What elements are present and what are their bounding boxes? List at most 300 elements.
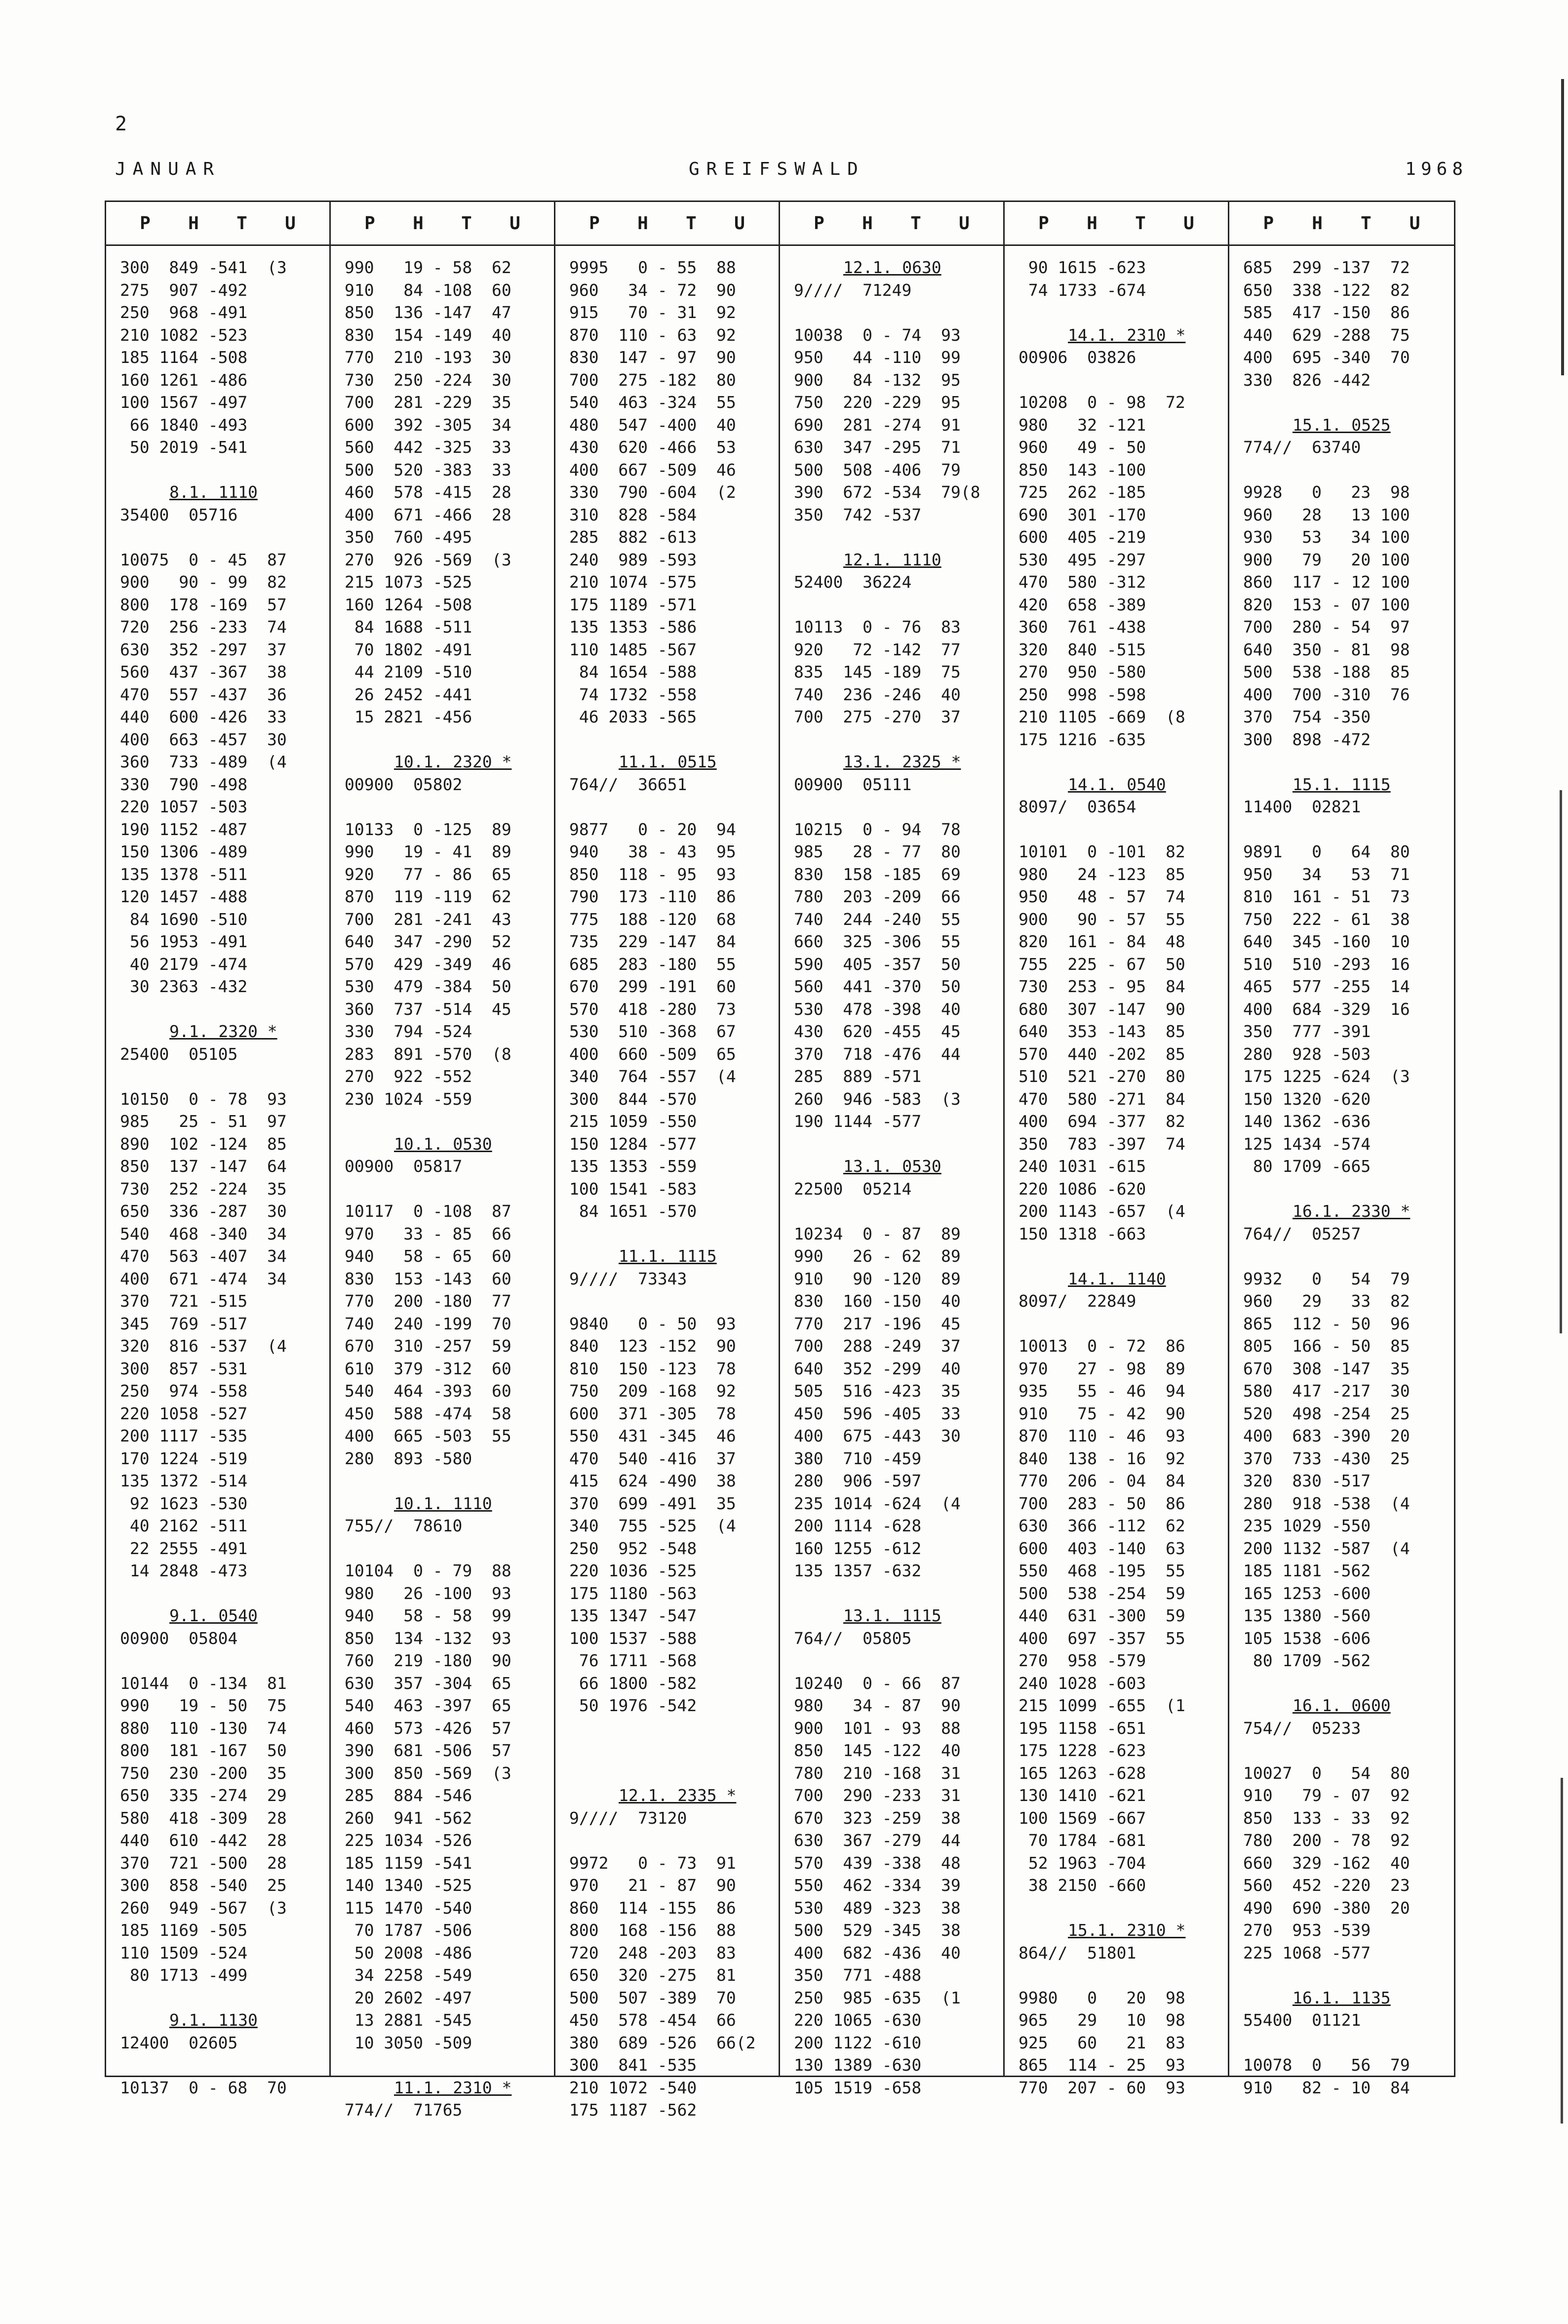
data-row: 780 200 - 78 92 (1243, 1831, 1410, 1850)
column-header-label: H (413, 213, 424, 234)
data-row: 25400 05105 (120, 1044, 238, 1064)
data-row: 250 952 -548 (569, 1538, 697, 1558)
column-header (1005, 202, 1228, 244)
data-row: 450 596 -405 33 (794, 1403, 961, 1423)
data-row: 9//// 71249 (794, 280, 912, 300)
data-row: 100 1537 -588 (569, 1628, 697, 1648)
data-row: 420 658 -389 (1019, 595, 1146, 614)
data-row: 135 1357 -632 (794, 1561, 922, 1580)
data-row: 540 463 -397 65 (345, 1696, 511, 1715)
data-row: 990 19 - 50 75 (120, 1696, 287, 1715)
spacer (1019, 301, 1228, 324)
data-row: 285 889 -571 (794, 1067, 922, 1086)
data-row: 160 1255 -612 (794, 1538, 922, 1558)
data-row: 740 244 -240 55 (794, 909, 961, 929)
data-row: 80 1709 -665 (1243, 1157, 1371, 1176)
data-row: 250 968 -491 (120, 303, 248, 322)
data-row: 470 580 -312 (1019, 572, 1146, 592)
data-row: 55400 01121 (1243, 2010, 1361, 2030)
data-row: 285 882 -613 (569, 527, 697, 547)
data-row: 140 1362 -636 (1243, 1112, 1371, 1131)
column-body (780, 244, 1003, 2099)
data-row: 910 90 -120 89 (794, 1269, 961, 1288)
data-row: 330 790 -604 (2 (569, 482, 736, 502)
spacer (120, 459, 329, 481)
data-row: 510 521 -270 80 (1019, 1067, 1185, 1086)
year-header: 1968 (1405, 159, 1468, 179)
data-row: 80 1713 -499 (120, 1965, 248, 1985)
data-row: 200 1143 -657 (4 (1019, 1202, 1185, 1221)
data-row: 370 721 -500 28 (120, 1853, 287, 1873)
data-row: 350 760 -495 (345, 527, 472, 547)
column-body (106, 244, 329, 2099)
data-row: 680 307 -147 90 (1019, 999, 1185, 1019)
data-row: 110 1509 -524 (120, 1943, 248, 1963)
data-row: 135 1380 -560 (1243, 1606, 1371, 1625)
data-row: 270 922 -552 (345, 1067, 472, 1086)
data-row: 480 547 -400 40 (569, 415, 736, 435)
data-row: 950 48 - 57 74 (1019, 887, 1185, 906)
spacer (345, 1178, 554, 1201)
data-row: 505 516 -423 35 (794, 1381, 961, 1401)
data-row: 370 754 -350 (1243, 707, 1371, 726)
data-row: 250 985 -635 (1 (794, 1988, 961, 2007)
data-row: 300 857 -531 (120, 1359, 248, 1378)
spacer (1019, 1897, 1228, 1920)
section-heading: 14.1. 0540 (1068, 774, 1166, 794)
data-row: 210 1082 -523 (120, 325, 248, 345)
data-row: 220 1036 -525 (569, 1561, 697, 1580)
column-header (555, 202, 779, 244)
spacer (1243, 1672, 1454, 1695)
data-row: 220 1065 -630 (794, 2010, 922, 2030)
data-row: 830 153 -143 60 (345, 1269, 511, 1288)
data-row: 440 631 -300 59 (1019, 1606, 1185, 1625)
section-heading: 11.1. 0515 (619, 752, 717, 771)
data-row: 985 25 - 51 97 (120, 1112, 287, 1131)
data-row: 220 1058 -527 (120, 1403, 248, 1423)
data-row: 210 1072 -540 (569, 2078, 697, 2097)
data-row: 920 77 - 86 65 (345, 864, 511, 884)
data-row: 630 357 -304 65 (345, 1673, 511, 1693)
table-column (106, 202, 331, 2097)
data-row: 580 417 -217 30 (1243, 1381, 1410, 1401)
data-row: 585 417 -150 86 (1243, 303, 1410, 322)
data-row: 250 974 -558 (120, 1381, 248, 1401)
data-row: 370 699 -491 35 (569, 1493, 736, 1513)
data-row: 150 1306 -489 (120, 842, 248, 861)
data-row: 450 588 -474 58 (345, 1403, 511, 1423)
data-row: 10117 0 -108 87 (345, 1202, 511, 1221)
data-row: 160 1261 -486 (120, 370, 248, 390)
data-row: 460 573 -426 57 (345, 1718, 511, 1738)
data-row: 185 1164 -508 (120, 348, 248, 367)
data-row: 215 1059 -550 (569, 1112, 697, 1131)
data-row: 490 690 -380 20 (1243, 1898, 1410, 1918)
data-row: 50 2019 -541 (120, 438, 248, 457)
data-row: 200 1132 -587 (4 (1243, 1538, 1410, 1558)
data-row: 970 21 - 87 90 (569, 1876, 736, 1895)
data-row: 100 1569 -667 (1019, 1808, 1146, 1828)
station-header: GREIFSWALD (689, 159, 865, 179)
data-row: 90 1615 -623 (1019, 258, 1146, 277)
spacer (569, 1739, 779, 1762)
data-row: 900 90 - 57 55 (1019, 909, 1185, 929)
data-row: 570 429 -349 46 (345, 954, 511, 974)
data-row: 685 283 -180 55 (569, 954, 736, 974)
data-row: 92 1623 -530 (120, 1493, 248, 1513)
data-row: 240 989 -593 (569, 550, 697, 569)
spacer (794, 796, 1003, 818)
data-row: 340 764 -557 (4 (569, 1067, 736, 1086)
data-row: 430 620 -455 45 (794, 1022, 961, 1041)
data-row: 370 718 -476 44 (794, 1044, 961, 1064)
data-row: 774// 63740 (1243, 438, 1361, 457)
spacer (569, 1290, 779, 1313)
data-row: 550 431 -345 46 (569, 1426, 736, 1445)
data-row: 670 299 -191 60 (569, 977, 736, 996)
data-row: 900 79 20 100 (1243, 550, 1410, 569)
data-row: 44 2109 -510 (345, 662, 472, 681)
data-row: 400 695 -340 70 (1243, 348, 1410, 367)
spacer (1243, 1964, 1454, 1987)
data-row: 810 161 - 51 73 (1243, 887, 1410, 906)
data-row: 920 72 -142 77 (794, 640, 961, 659)
data-row: 10144 0 -134 81 (120, 1673, 287, 1693)
data-row: 860 114 -155 86 (569, 1898, 736, 1918)
data-row: 260 941 -562 (345, 1808, 472, 1828)
data-row: 910 82 - 10 84 (1243, 2078, 1410, 2097)
column-header-label: U (734, 213, 745, 234)
data-row: 560 442 -325 33 (345, 438, 511, 457)
column-header-label: T (910, 213, 921, 234)
data-row: 225 1068 -577 (1243, 1943, 1371, 1963)
data-row: 115 1470 -540 (345, 1898, 472, 1918)
data-row: 10 3050 -509 (345, 2033, 472, 2052)
data-row: 135 1372 -514 (120, 1471, 248, 1490)
data-row: 764// 36651 (569, 774, 687, 794)
data-row: 00900 05111 (794, 774, 912, 794)
spacer (120, 1582, 329, 1605)
data-row: 390 681 -506 57 (345, 1741, 511, 1760)
data-row: 10101 0 -101 82 (1019, 842, 1185, 861)
data-row: 774// 71765 (345, 2100, 463, 2120)
data-row: 185 1159 -541 (345, 1853, 472, 1873)
data-row: 340 755 -525 (4 (569, 1516, 736, 1535)
data-row: 125 1434 -574 (1243, 1134, 1371, 1154)
data-row: 300 841 -535 (569, 2055, 697, 2075)
data-row: 630 367 -279 44 (794, 1831, 961, 1850)
data-row: 175 1189 -571 (569, 595, 697, 614)
data-row: 740 236 -246 40 (794, 684, 961, 704)
data-row: 730 253 - 95 84 (1019, 977, 1185, 996)
spacer (1019, 1245, 1228, 1268)
spacer (1243, 2032, 1454, 2054)
data-row: 400 684 -329 16 (1243, 999, 1410, 1019)
data-row: 400 682 -436 40 (794, 1943, 961, 1963)
section-heading: 9.1. 1130 (169, 2010, 258, 2030)
data-row: 850 143 -100 (1019, 460, 1146, 480)
data-row: 754// 05233 (1243, 1718, 1361, 1738)
data-row: 550 462 -334 39 (794, 1876, 961, 1895)
data-row: 110 1485 -567 (569, 640, 697, 659)
data-row: 9840 0 - 50 93 (569, 1314, 736, 1333)
data-row: 220 1086 -620 (1019, 1179, 1146, 1199)
section-heading: 16.1. 0600 (1293, 1696, 1391, 1715)
data-row: 775 188 -120 68 (569, 909, 736, 929)
data-row: 870 110 - 46 93 (1019, 1426, 1185, 1445)
table-column (1005, 202, 1229, 2097)
data-row: 850 137 -147 64 (120, 1157, 287, 1176)
data-row: 570 440 -202 85 (1019, 1044, 1185, 1064)
data-row: 860 117 - 12 100 (1243, 572, 1410, 592)
data-row: 9932 0 54 79 (1243, 1269, 1410, 1288)
data-row: 175 1225 -624 (3 (1243, 1067, 1410, 1086)
data-row: 130 1410 -621 (1019, 1786, 1146, 1805)
data-row: 70 1787 -506 (345, 1921, 472, 1940)
data-row: 690 301 -170 (1019, 505, 1146, 524)
data-row: 330 790 -498 (120, 774, 248, 794)
data-row: 210 1074 -575 (569, 572, 697, 592)
data-row: 00900 05817 (345, 1157, 463, 1176)
data-row: 105 1519 -658 (794, 2078, 922, 2097)
data-row: 320 830 -517 (1243, 1471, 1371, 1490)
data-row: 650 338 -122 82 (1243, 280, 1410, 300)
data-row: 310 828 -584 (569, 505, 697, 524)
data-row: 260 949 -567 (3 (120, 1898, 287, 1918)
data-row: 84 1688 -511 (345, 617, 472, 637)
data-row: 00906 03826 (1019, 348, 1137, 367)
data-row: 200 1122 -610 (794, 2033, 922, 2052)
column-header (331, 202, 554, 244)
data-row: 910 75 - 42 90 (1019, 1403, 1185, 1423)
data-row: 465 577 -255 14 (1243, 977, 1410, 996)
data-row: 990 19 - 58 62 (345, 258, 511, 277)
data-row: 283 891 -570 (8 (345, 1044, 511, 1064)
spacer (569, 1717, 779, 1740)
data-row: 10013 0 - 72 86 (1019, 1336, 1185, 1356)
spacer (569, 1223, 779, 1245)
data-row: 960 49 - 50 (1019, 438, 1146, 457)
column-header-label: T (236, 213, 247, 234)
data-row: 740 240 -199 70 (345, 1314, 511, 1333)
data-row: 9891 0 64 80 (1243, 842, 1410, 861)
data-row: 50 1976 -542 (569, 1696, 697, 1715)
spacer (1243, 818, 1454, 841)
data-row: 670 323 -259 38 (794, 1808, 961, 1828)
data-row: 10104 0 - 79 88 (345, 1561, 511, 1580)
data-row: 350 742 -537 (794, 505, 922, 524)
data-row: 730 252 -224 35 (120, 1179, 287, 1199)
data-row: 10208 0 - 98 72 (1019, 393, 1185, 412)
scan-margin-mark (1561, 1778, 1563, 2124)
data-row: 320 840 -515 (1019, 640, 1146, 659)
data-row: 850 136 -147 47 (345, 303, 511, 322)
data-row: 70 1784 -681 (1019, 1831, 1146, 1850)
data-row: 280 928 -503 (1243, 1044, 1371, 1064)
data-row: 800 168 -156 88 (569, 1921, 736, 1940)
data-row: 280 918 -538 (4 (1243, 1493, 1410, 1513)
data-row: 915 70 - 31 92 (569, 303, 736, 322)
spacer (794, 728, 1003, 751)
data-row: 500 507 -389 70 (569, 1988, 736, 2007)
data-row: 380 710 -459 (794, 1448, 922, 1468)
data-row: 670 308 -147 35 (1243, 1359, 1410, 1378)
data-row: 270 958 -579 (1019, 1651, 1146, 1670)
data-row: 970 33 - 85 66 (345, 1224, 511, 1243)
data-row: 764// 05805 (794, 1628, 912, 1648)
section-heading: 15.1. 0525 (1293, 415, 1391, 435)
data-row: 520 498 -254 25 (1243, 1403, 1410, 1423)
data-row: 630 366 -112 62 (1019, 1516, 1185, 1535)
data-row: 970 27 - 98 89 (1019, 1359, 1185, 1378)
data-row: 910 79 - 07 92 (1243, 1786, 1410, 1805)
data-row: 10038 0 - 74 93 (794, 325, 961, 345)
data-row: 400 675 -443 30 (794, 1426, 961, 1445)
column-body (555, 244, 779, 2122)
column-body (1229, 244, 1454, 2099)
data-row: 10078 0 56 79 (1243, 2055, 1410, 2075)
data-row: 150 1318 -663 (1019, 1224, 1146, 1243)
data-row: 50 2008 -486 (345, 1943, 472, 1963)
data-row: 400 671 -466 28 (345, 505, 511, 524)
data-row: 450 578 -454 66 (569, 2010, 736, 2030)
spacer (120, 526, 329, 549)
data-row: 865 114 - 25 93 (1019, 2055, 1185, 2075)
spacer (794, 1582, 1003, 1605)
data-row: 965 29 10 98 (1019, 2010, 1185, 2030)
data-row: 215 1073 -525 (345, 572, 472, 592)
spacer (1019, 369, 1228, 392)
column-header-label: P (589, 213, 600, 234)
data-row: 880 110 -130 74 (120, 1718, 287, 1738)
data-row: 00900 05804 (120, 1628, 238, 1648)
data-row: 770 210 -193 30 (345, 348, 511, 367)
data-row: 870 119 -119 62 (345, 887, 511, 906)
data-row: 500 520 -383 33 (345, 460, 511, 480)
data-row: 135 1347 -547 (569, 1606, 697, 1625)
data-row: 270 950 -580 (1019, 662, 1146, 681)
spacer (345, 796, 554, 818)
section-heading: 10.1. 0530 (394, 1134, 492, 1154)
scan-margin-mark (1561, 79, 1564, 375)
data-row: 900 90 - 99 82 (120, 572, 287, 592)
data-row: 185 1169 -505 (120, 1921, 248, 1940)
spacer (1243, 1739, 1454, 1762)
data-row: 00900 05802 (345, 774, 463, 794)
data-row: 10027 0 54 80 (1243, 1763, 1410, 1783)
data-row: 200 1117 -535 (120, 1426, 248, 1445)
data-row: 560 437 -367 38 (120, 662, 287, 681)
data-row: 9//// 73343 (569, 1269, 687, 1288)
data-row: 105 1538 -606 (1243, 1628, 1371, 1648)
data-row: 780 203 -209 66 (794, 887, 961, 906)
data-row: 700 283 - 50 86 (1019, 1493, 1185, 1513)
data-row: 910 84 -108 60 (345, 280, 511, 300)
data-row: 940 58 - 65 60 (345, 1246, 511, 1266)
page-number: 2 (115, 113, 127, 135)
data-row: 530 510 -368 67 (569, 1022, 736, 1041)
data-row: 940 58 - 58 99 (345, 1606, 511, 1625)
data-row: 864// 51801 (1019, 1943, 1137, 1963)
data-row: 700 275 -270 37 (794, 707, 961, 726)
data-row: 830 154 -149 40 (345, 325, 511, 345)
data-row: 750 230 -200 35 (120, 1763, 287, 1783)
data-row: 10150 0 - 78 93 (120, 1089, 287, 1109)
column-header-label: P (140, 213, 151, 234)
data-row: 415 624 -490 38 (569, 1471, 736, 1490)
scan-margin-mark (1560, 790, 1562, 1333)
data-row: 780 210 -168 31 (794, 1763, 961, 1783)
data-row: 250 998 -598 (1019, 684, 1146, 704)
data-row: 540 468 -340 34 (120, 1224, 287, 1243)
spacer (1019, 751, 1228, 773)
data-row: 755 225 - 67 50 (1019, 954, 1185, 974)
table-column (1229, 202, 1454, 2097)
data-row: 670 310 -257 59 (345, 1336, 511, 1356)
data-row: 300 844 -570 (569, 1089, 697, 1109)
data-row: 390 672 -534 79(8 (794, 482, 980, 502)
data-row: 720 248 -203 83 (569, 1943, 736, 1963)
data-row: 985 28 - 77 80 (794, 842, 961, 861)
data-row: 10113 0 - 76 83 (794, 617, 961, 637)
data-row: 80 1709 -562 (1243, 1651, 1371, 1670)
data-row: 100 1541 -583 (569, 1179, 697, 1199)
data-row: 470 557 -437 36 (120, 684, 287, 704)
data-row: 630 347 -295 71 (794, 438, 961, 457)
data-row: 300 850 -569 (3 (345, 1763, 511, 1783)
data-row: 980 32 -121 (1019, 415, 1146, 435)
data-row: 260 946 -583 (3 (794, 1089, 961, 1109)
data-row: 400 660 -509 65 (569, 1044, 736, 1064)
spacer (345, 1470, 554, 1492)
data-row: 350 783 -397 74 (1019, 1134, 1185, 1154)
data-row: 10234 0 - 87 89 (794, 1224, 961, 1243)
data-row: 460 578 -415 28 (345, 482, 511, 502)
data-row: 530 495 -297 (1019, 550, 1146, 569)
data-row: 850 133 - 33 92 (1243, 1808, 1410, 1828)
data-row: 790 173 -110 86 (569, 887, 736, 906)
section-heading: 13.1. 0530 (843, 1157, 941, 1176)
data-row: 10215 0 - 94 78 (794, 819, 961, 839)
table-column (780, 202, 1005, 2097)
data-row: 700 290 -233 31 (794, 1786, 961, 1805)
data-row: 185 1181 -562 (1243, 1561, 1371, 1580)
data-row: 470 563 -407 34 (120, 1246, 287, 1266)
data-row: 330 794 -524 (345, 1022, 472, 1041)
data-row: 22500 05214 (794, 1179, 912, 1199)
data-row: 235 1014 -624 (4 (794, 1493, 961, 1513)
data-row: 165 1253 -600 (1243, 1583, 1371, 1603)
column-body (331, 244, 554, 2122)
spacer (345, 1110, 554, 1133)
data-row: 640 350 - 81 98 (1243, 640, 1410, 659)
data-row: 175 1228 -623 (1019, 1741, 1146, 1760)
data-row: 640 352 -299 40 (794, 1359, 961, 1378)
spacer (120, 2054, 329, 2077)
data-row: 630 352 -297 37 (120, 640, 287, 659)
data-row: 990 26 - 62 89 (794, 1246, 961, 1266)
data-row: 810 150 -123 78 (569, 1359, 736, 1378)
data-row: 640 353 -143 85 (1019, 1022, 1185, 1041)
data-row: 100 1567 -497 (120, 393, 248, 412)
data-row: 735 229 -147 84 (569, 932, 736, 951)
section-heading: 13.1. 1115 (843, 1606, 941, 1625)
data-row: 400 667 -509 46 (569, 460, 736, 480)
data-row: 600 405 -219 (1019, 527, 1146, 547)
data-row: 950 44 -110 99 (794, 348, 961, 367)
data-row: 770 200 -180 77 (345, 1291, 511, 1311)
